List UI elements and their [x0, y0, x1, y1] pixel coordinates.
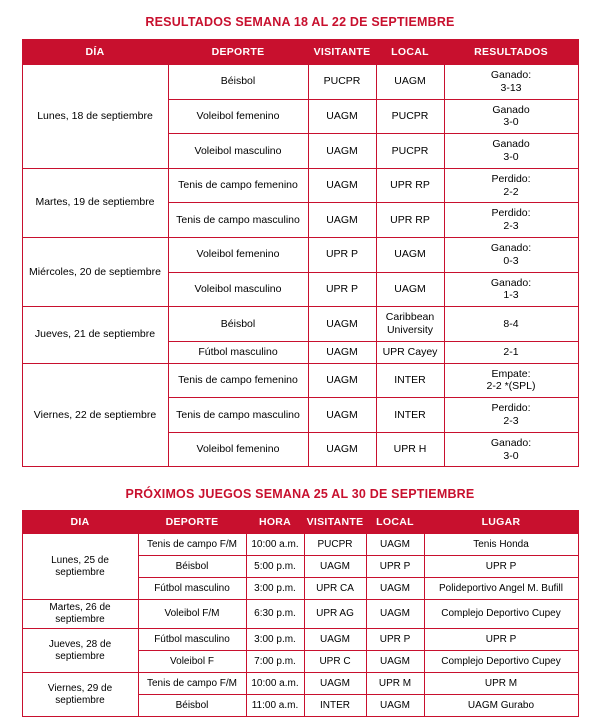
upcoming-visitor-cell: INTER	[304, 695, 366, 717]
results-col-local: LOCAL	[376, 40, 444, 65]
upcoming-visitor-cell: UAGM	[304, 629, 366, 651]
results-table-body	[22, 65, 578, 467]
results-visitor-cell: UAGM	[308, 363, 376, 398]
upcoming-sport-cell: Fútbol masculino	[138, 578, 246, 600]
table-row	[22, 307, 578, 342]
upcoming-sport-cell: Voleibol F	[138, 651, 246, 673]
results-local-cell: UPR RP	[376, 203, 444, 238]
upcoming-visitor-cell: UAGM	[304, 673, 366, 695]
results-day-cell: Lunes, 18 de septiembre	[22, 65, 168, 169]
upcoming-time-cell: 5:00 p.m.	[246, 556, 304, 578]
upcoming-day-cell: Martes, 26 de septiembre	[22, 600, 138, 629]
upcoming-time-cell: 3:00 p.m.	[246, 578, 304, 600]
results-visitor-cell: UAGM	[308, 307, 376, 342]
upcoming-visitor-cell: UPR AG	[304, 600, 366, 629]
results-table	[22, 39, 579, 467]
results-day-cell: Martes, 19 de septiembre	[22, 168, 168, 237]
upcoming-day-cell: Lunes, 25 de septiembre	[22, 534, 138, 600]
results-local-cell: PUCPR	[376, 134, 444, 169]
table-row	[22, 168, 578, 203]
results-sport-cell: Tenis de campo femenino	[168, 363, 308, 398]
results-result-cell: Ganado: 1-3	[444, 272, 578, 307]
upcoming-time-cell: 3:00 p.m.	[246, 629, 304, 651]
results-result-cell: Ganado 3-0	[444, 134, 578, 169]
results-sport-cell: Tenis de campo masculino	[168, 203, 308, 238]
upcoming-sport-cell: Béisbol	[138, 556, 246, 578]
results-visitor-cell: UAGM	[308, 134, 376, 169]
results-result-cell: 2-1	[444, 341, 578, 363]
results-local-cell: INTER	[376, 363, 444, 398]
upcoming-visitor-cell: UPR C	[304, 651, 366, 673]
results-sport-cell: Voleibol femenino	[168, 432, 308, 467]
results-visitor-cell: UAGM	[308, 168, 376, 203]
upcoming-time-cell: 6:30 p.m.	[246, 600, 304, 629]
upcoming-sport-cell: Fútbol masculino	[138, 629, 246, 651]
results-local-cell: UAGM	[376, 272, 444, 307]
results-sport-cell: Voleibol femenino	[168, 237, 308, 272]
upcoming-place-cell: Polideportivo Angel M. Bufill	[424, 578, 578, 600]
results-sport-cell: Béisbol	[168, 65, 308, 100]
table-row	[22, 600, 578, 629]
upcoming-visitor-cell: UPR CA	[304, 578, 366, 600]
results-col-visitante: VISITANTE	[308, 40, 376, 65]
results-local-cell: UAGM	[376, 237, 444, 272]
results-visitor-cell: PUCPR	[308, 65, 376, 100]
upcoming-local-cell: UAGM	[366, 695, 424, 717]
upcoming-local-cell: UPR P	[366, 629, 424, 651]
results-visitor-cell: UAGM	[308, 203, 376, 238]
results-sport-cell: Béisbol	[168, 307, 308, 342]
results-local-cell: INTER	[376, 398, 444, 433]
upcoming-local-cell: UAGM	[366, 578, 424, 600]
upcoming-place-cell: UPR M	[424, 673, 578, 695]
results-result-cell: Perdido: 2-2	[444, 168, 578, 203]
results-visitor-cell: UPR P	[308, 237, 376, 272]
results-result-cell: Empate: 2-2 *(SPL)	[444, 363, 578, 398]
results-header-row	[22, 40, 578, 65]
results-local-cell: UPR H	[376, 432, 444, 467]
sports-schedule-page	[0, 15, 600, 717]
upcoming-col-hora: HORA	[246, 511, 304, 534]
upcoming-local-cell: UPR M	[366, 673, 424, 695]
results-visitor-cell: UPR P	[308, 272, 376, 307]
upcoming-local-cell: UAGM	[366, 651, 424, 673]
upcoming-place-cell: UPR P	[424, 556, 578, 578]
upcoming-local-cell: UAGM	[366, 600, 424, 629]
results-local-cell: UAGM	[376, 65, 444, 100]
results-col-deporte: DEPORTE	[168, 40, 308, 65]
table-row	[22, 237, 578, 272]
upcoming-header-row	[22, 511, 578, 534]
results-local-cell: UPR RP	[376, 168, 444, 203]
upcoming-day-cell: Jueves, 28 de septiembre	[22, 629, 138, 673]
results-col-resultados: RESULTADOS	[444, 40, 578, 65]
upcoming-col-lugar: LUGAR	[424, 511, 578, 534]
upcoming-time-cell: 11:00 a.m.	[246, 695, 304, 717]
results-visitor-cell: UAGM	[308, 398, 376, 433]
upcoming-table	[22, 510, 579, 717]
results-local-cell: UPR Cayey	[376, 341, 444, 363]
upcoming-table-wrapper	[0, 510, 600, 717]
upcoming-local-cell: UAGM	[366, 534, 424, 556]
results-sport-cell: Voleibol masculino	[168, 272, 308, 307]
results-sport-cell: Tenis de campo masculino	[168, 398, 308, 433]
upcoming-place-cell: Tenis Honda	[424, 534, 578, 556]
results-sport-cell: Voleibol masculino	[168, 134, 308, 169]
upcoming-place-cell: UPR P	[424, 629, 578, 651]
results-result-cell: Perdido: 2-3	[444, 398, 578, 433]
results-section-title: RESULTADOS SEMANA 18 AL 22 DE SEPTIEMBRE	[145, 15, 455, 29]
upcoming-time-cell: 7:00 p.m.	[246, 651, 304, 673]
results-day-cell: Miércoles, 20 de septiembre	[22, 237, 168, 306]
results-visitor-cell: UAGM	[308, 432, 376, 467]
results-day-cell: Viernes, 22 de septiembre	[22, 363, 168, 467]
upcoming-sport-cell: Voleibol F/M	[138, 600, 246, 629]
results-sport-cell: Tenis de campo femenino	[168, 168, 308, 203]
upcoming-time-cell: 10:00 a.m.	[246, 534, 304, 556]
upcoming-table-body	[22, 534, 578, 717]
upcoming-sport-cell: Béisbol	[138, 695, 246, 717]
upcoming-table-head	[22, 511, 578, 534]
upcoming-sport-cell: Tenis de campo F/M	[138, 673, 246, 695]
results-table-wrapper	[0, 39, 600, 467]
results-result-cell: Ganado: 0-3	[444, 237, 578, 272]
results-result-cell: Ganado: 3-0	[444, 432, 578, 467]
results-day-cell: Jueves, 21 de septiembre	[22, 307, 168, 363]
table-row	[22, 65, 578, 100]
upcoming-col-dia: DIA	[22, 511, 138, 534]
results-table-head	[22, 40, 578, 65]
results-sport-cell: Fútbol masculino	[168, 341, 308, 363]
results-result-cell: 8-4	[444, 307, 578, 342]
upcoming-col-visitante: VISITANTE	[304, 511, 366, 534]
upcoming-col-deporte: DEPORTE	[138, 511, 246, 534]
table-row	[22, 629, 578, 651]
results-result-cell: Ganado: 3-13	[444, 65, 578, 100]
results-col-dia: DÍA	[22, 40, 168, 65]
table-row	[22, 673, 578, 695]
results-visitor-cell: UAGM	[308, 341, 376, 363]
upcoming-sport-cell: Tenis de campo F/M	[138, 534, 246, 556]
upcoming-visitor-cell: UAGM	[304, 556, 366, 578]
upcoming-col-local: LOCAL	[366, 511, 424, 534]
results-result-cell: Ganado 3-0	[444, 99, 578, 134]
upcoming-place-cell: Complejo Deportivo Cupey	[424, 600, 578, 629]
upcoming-time-cell: 10:00 a.m.	[246, 673, 304, 695]
table-row	[22, 534, 578, 556]
upcoming-place-cell: Complejo Deportivo Cupey	[424, 651, 578, 673]
results-sport-cell: Voleibol femenino	[168, 99, 308, 134]
table-row	[22, 363, 578, 398]
upcoming-day-cell: Viernes, 29 de septiembre	[22, 673, 138, 717]
results-local-cell: PUCPR	[376, 99, 444, 134]
upcoming-local-cell: UPR P	[366, 556, 424, 578]
upcoming-visitor-cell: PUCPR	[304, 534, 366, 556]
results-visitor-cell: UAGM	[308, 99, 376, 134]
upcoming-place-cell: UAGM Gurabo	[424, 695, 578, 717]
upcoming-section-title: PRÓXIMOS JUEGOS SEMANA 25 AL 30 DE SEPTIEMBRE	[125, 487, 475, 502]
results-local-cell: Caribbean University	[376, 307, 444, 342]
results-result-cell: Perdido: 2-3	[444, 203, 578, 238]
